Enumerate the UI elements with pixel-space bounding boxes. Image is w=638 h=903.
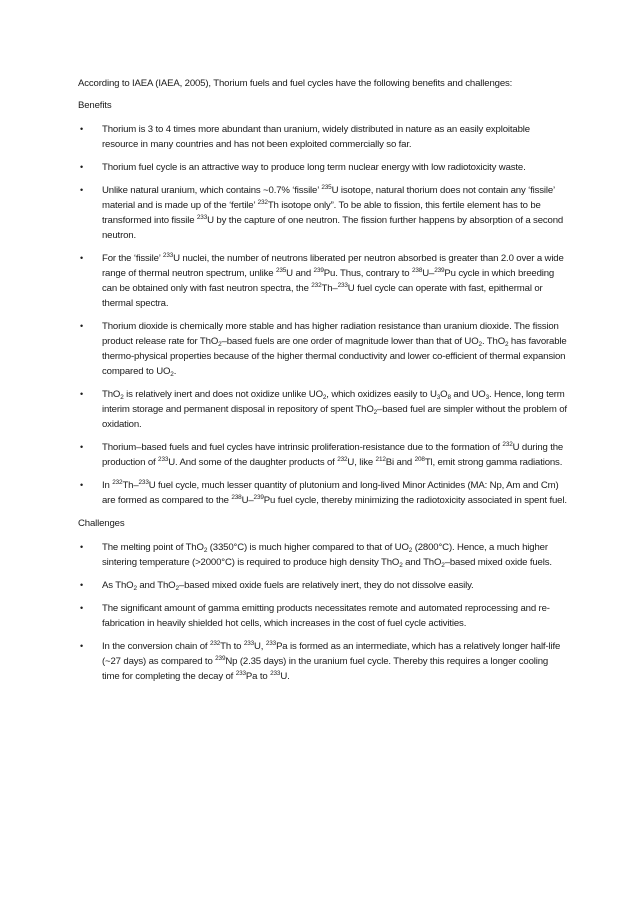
superscript: 233 — [243, 640, 255, 647]
challenge-item — [78, 639, 568, 684]
subscript: 2 — [175, 585, 179, 592]
benefit-item — [78, 183, 568, 243]
text-run: (2800°C). Hence, a much higher sintering temperature (>2000°C) is required to produce high density ThO — [102, 542, 548, 568]
superscript: 232 — [502, 441, 513, 448]
superscript: 232 — [311, 282, 322, 289]
text-run: U– — [241, 495, 254, 506]
subscript: 2 — [441, 562, 445, 569]
text-run: In — [102, 480, 113, 491]
text-run: (3350°C) is much higher compared to that of UO — [207, 542, 409, 553]
text-run: Tl, emit strong gamma radiations. — [424, 457, 563, 468]
text-run: . ThO — [481, 336, 506, 347]
challenges-heading: Challenges — [78, 518, 125, 529]
text-run: U. — [280, 671, 290, 682]
challenge-item — [78, 578, 568, 593]
superscript: 208 — [414, 456, 425, 463]
text-run: –based mixed oxide fuels. — [444, 557, 552, 568]
text-run: U during the production of — [102, 442, 564, 468]
superscript: 233 — [162, 252, 174, 259]
bullet-icon: • — [80, 603, 84, 613]
superscript: 233 — [337, 282, 348, 289]
bullet-icon: • — [80, 124, 84, 134]
text-run: –based fuels are one order of magnitude lower than that of UO — [221, 336, 479, 347]
text-run: Bi and — [385, 457, 415, 468]
bullet-icon: • — [80, 185, 84, 195]
superscript: 212 — [375, 456, 386, 463]
text-run: Th to — [220, 641, 244, 652]
text-run: O — [440, 389, 448, 400]
benefit-item — [78, 319, 568, 379]
subscript: 2 — [322, 394, 327, 401]
text-run: The significant amount of gamma emitting products necessitates remote and automated reprocessing and re-fabrication in heavily shielded hot cells, which increases in the cost of fuel cycle activities. — [102, 603, 550, 629]
benefit-item — [78, 440, 568, 470]
bullet-icon: • — [80, 542, 84, 552]
document-body — [78, 76, 568, 692]
text-run: As ThO — [102, 580, 134, 591]
bullet-icon: • — [80, 162, 84, 172]
subscript: 2 — [120, 394, 124, 401]
text-run: U, — [254, 641, 266, 652]
benefit-item — [78, 478, 568, 508]
subscript: 2 — [203, 547, 208, 554]
text-run: –based mixed oxide fuels are relatively inert, they do not dissolve easily. — [178, 580, 474, 591]
challenges-list — [78, 540, 568, 684]
text-run: is relatively inert and does not oxidize unlike UO — [123, 389, 323, 400]
text-run: ThO — [102, 389, 121, 400]
text-run: . Hence, long term interim storage and permanent disposal in repository of spent ThO — [102, 389, 565, 415]
bullet-icon: • — [80, 641, 84, 651]
subscript: 3 — [436, 394, 441, 401]
superscript: 233 — [158, 456, 169, 463]
text-run: Th– — [321, 283, 338, 294]
challenge-item — [78, 601, 568, 631]
text-run: has favorable thermo-physical properties because of the higher thermal conductivity and lower co-efficient of thermal expansion compared to UO — [102, 336, 567, 377]
text-run: U– — [422, 268, 435, 279]
text-run: Pu cycle in which breeding can be obtained only with fast neutron spectra, the — [102, 268, 555, 294]
text-run: –based fuel are simpler without the problem of oxidation. — [102, 404, 567, 430]
superscript: 233 — [265, 640, 277, 647]
benefit-item — [78, 251, 568, 311]
superscript: 235 — [275, 267, 287, 274]
superscript: 235 — [321, 184, 332, 191]
bullet-icon: • — [80, 580, 84, 590]
subscript: 2 — [218, 341, 222, 348]
text-run: , which oxidizes easily to U — [326, 389, 437, 400]
subscript: 2 — [133, 585, 137, 592]
text-run: Np (2.35 days) in the uranium fuel cycle. Thereby this requires a longer cooling time for completing the decay of — [102, 656, 549, 682]
benefits-list — [78, 122, 568, 508]
text-run: U, like — [347, 457, 376, 468]
benefit-item — [78, 122, 568, 152]
text-run: and ThO — [136, 580, 176, 591]
text-run: U fuel cycle can operate with fast, epithermal or thermal spectra. — [102, 283, 543, 309]
text-run: The melting point of ThO — [102, 542, 204, 553]
text-run: Th– — [122, 480, 139, 491]
superscript: 239 — [253, 494, 264, 501]
text-run: U fuel cycle, much lesser quantity of plutonium and long-lived Minor Actinides (MA: Np, Am and Cm) are formed as compared to the — [102, 480, 559, 506]
superscript: 233 — [196, 214, 208, 221]
superscript: 233 — [138, 479, 149, 486]
text-run: U by the capture of one neutron. The fission further happens by absorption of a second neutron. — [102, 215, 564, 241]
superscript: 238 — [412, 267, 423, 274]
superscript: 233 — [235, 670, 246, 677]
text-run: . — [173, 366, 177, 377]
text-run: Th isotope only”. To be able to fission, this fertile element has to be transformed into fissile — [102, 200, 541, 226]
superscript: 239 — [215, 655, 226, 662]
challenge-item — [78, 540, 568, 570]
subscript: 2 — [505, 341, 509, 348]
text-run: and UO — [450, 389, 486, 400]
superscript: 233 — [270, 670, 281, 677]
text-run: Thorium–based fuels and fuel cycles have intrinsic proliferation-resistance due to the formation of — [102, 442, 503, 453]
subscript: 3 — [485, 394, 489, 401]
subscript: 2 — [408, 547, 413, 554]
benefits-heading: Benefits — [78, 100, 112, 111]
text-run: Unlike natural uranium, which contains ~0.7% ‘fissile’ — [102, 185, 322, 196]
text-run: Pu fuel cycle, thereby minimizing the radiotoxicity associated in spent fuel. — [263, 495, 567, 506]
bullet-icon: • — [80, 389, 84, 399]
superscript: 239 — [434, 267, 445, 274]
subscript: 8 — [447, 394, 451, 401]
subscript: 2 — [399, 562, 403, 569]
intro-paragraph: According to IAEA (IAEA, 2005), Thorium fuels and fuel cycles have the following benefits and challenges: — [78, 78, 513, 89]
superscript: 238 — [231, 494, 242, 501]
benefit-item — [78, 387, 568, 432]
text-run: Pa is formed as an intermediate, which has a relatively longer half-life (~27 days) as compared to — [102, 641, 561, 667]
text-run: For the ‘fissile’ — [102, 253, 163, 264]
bullet-icon: • — [80, 321, 84, 331]
text-run: Thorium fuel cycle is an attractive way to produce long term nuclear energy with low radiotoxicity waste. — [102, 162, 526, 173]
superscript: 232 — [209, 640, 221, 647]
text-run: U. And some of the daughter products of — [168, 457, 338, 468]
superscript: 232 — [257, 199, 268, 206]
superscript: 239 — [313, 267, 324, 274]
subscript: 2 — [170, 371, 174, 378]
text-run: Thorium dioxide is chemically more stable and has higher radiation resistance than uranium dioxide. The fission product release rate for ThO — [102, 321, 559, 347]
text-run: Thorium is 3 to 4 times more abundant than uranium, widely distributed in nature as an easily exploitable resource in many countries and has not been exploited commercially so far. — [102, 124, 530, 150]
superscript: 232 — [337, 456, 348, 463]
text-run: Pa to — [245, 671, 271, 682]
benefit-item — [78, 160, 568, 175]
text-run: Pu. Thus, contrary to — [323, 268, 413, 279]
superscript: 232 — [112, 479, 123, 486]
subscript: 2 — [373, 409, 378, 416]
text-run: In the conversion chain of — [102, 641, 210, 652]
bullet-icon: • — [80, 253, 84, 263]
text-run: and ThO — [402, 557, 442, 568]
subscript: 2 — [478, 341, 482, 348]
bullet-icon: • — [80, 480, 84, 490]
text-run: U isotope, natural thorium does not contain any ‘fissile’ material and is made up of the ‘fertile’ — [102, 185, 555, 211]
text-run: U and — [286, 268, 314, 279]
text-run: U nuclei, the number of neutrons liberated per neutron absorbed is greater than 2.0 over a wide range of thermal neutron spectrum, unlike — [102, 253, 564, 279]
bullet-icon: • — [80, 442, 84, 452]
